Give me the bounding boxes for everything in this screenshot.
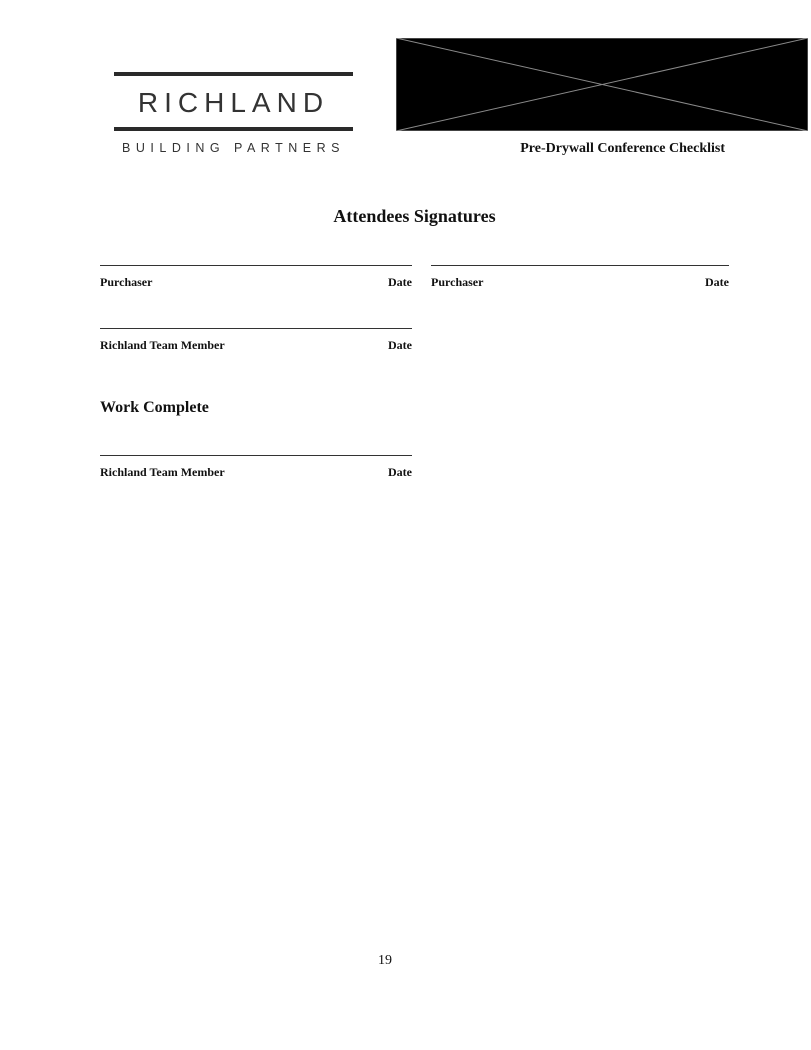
team-member-date-label: Date [388, 338, 412, 352]
signature-line-purchaser-2 [431, 265, 729, 266]
purchaser-1-date-label: Date [388, 275, 412, 289]
attendees-heading: Attendees Signatures [333, 206, 496, 226]
work-complete-member-label: Richland Team Member [100, 465, 225, 479]
purchaser-1-label: Purchaser [100, 275, 153, 289]
signature-line-team-member [100, 328, 412, 329]
purchaser-2-label: Purchaser [431, 275, 484, 289]
header-image-placeholder [396, 38, 808, 131]
logo-name: RICHLAND [137, 87, 330, 118]
purchaser-2-date-label: Date [705, 275, 729, 289]
document-title: Pre-Drywall Conference Checklist [520, 141, 725, 156]
work-complete-heading: Work Complete [100, 399, 209, 416]
signature-line-purchaser-1 [100, 265, 412, 266]
page-number: 19 [378, 953, 392, 968]
team-member-label: Richland Team Member [100, 338, 225, 352]
logo-top-rule [114, 72, 353, 76]
logo-bottom-rule [114, 127, 353, 131]
logo-tagline: BUILDING PARTNERS [122, 141, 345, 155]
work-complete-date-label: Date [388, 465, 412, 479]
signature-line-work-complete [100, 455, 412, 456]
